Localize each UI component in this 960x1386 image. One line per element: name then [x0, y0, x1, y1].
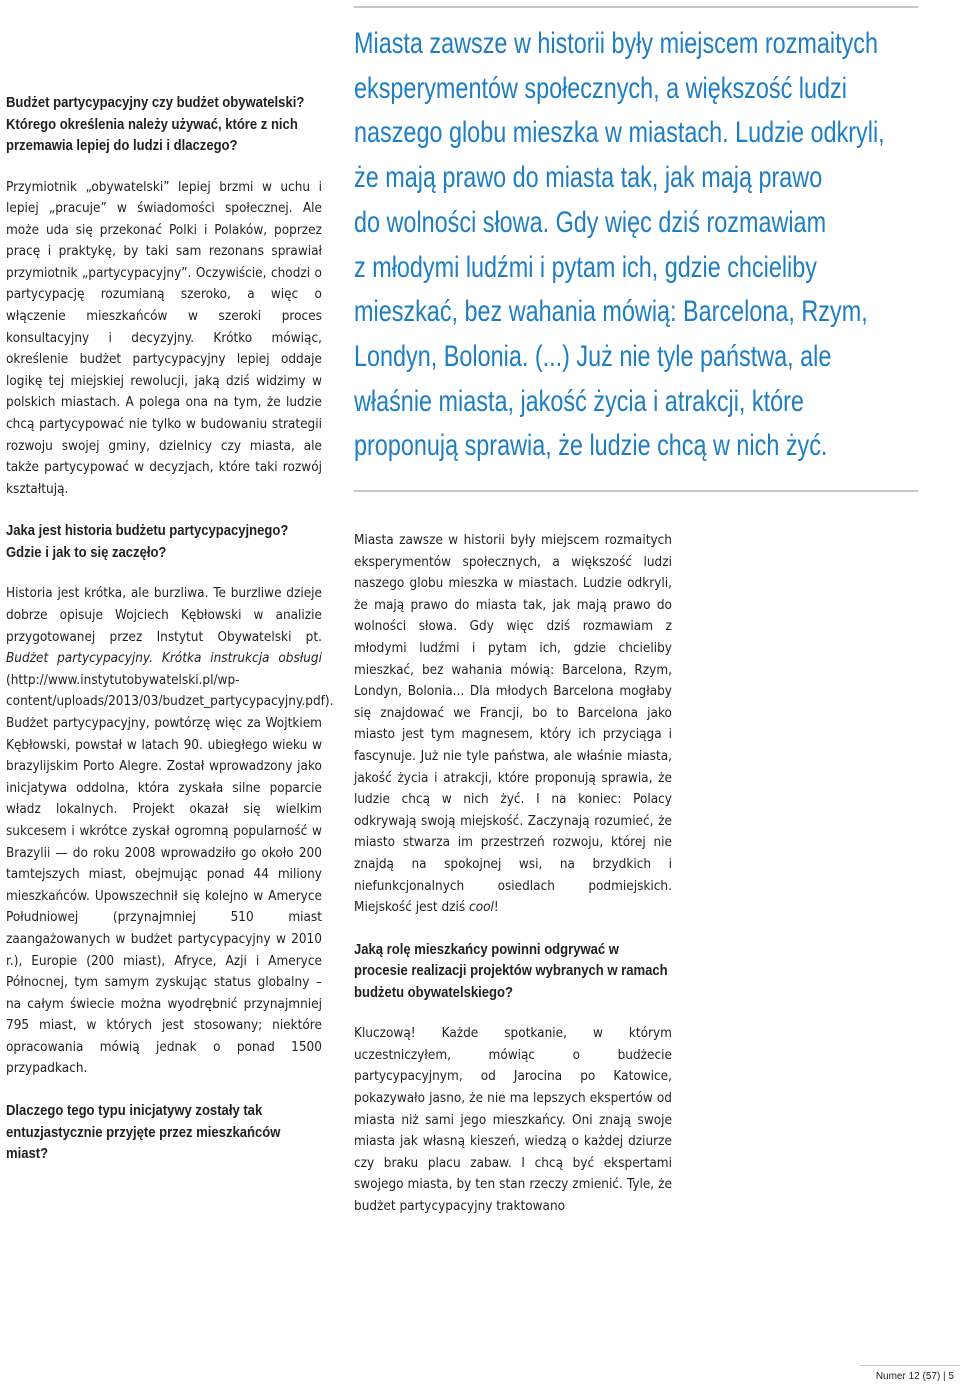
- question-heading: Jaka jest historia budżetu partycypacyjnego? Gdzie i jak to się zaczęło?: [6, 522, 289, 561]
- publication-title: Budżet partycypacyjny. Krótka instrukcja obsługi: [6, 651, 322, 667]
- question-heading: Dlaczego tego typu inicjatywy zostały tak entuzjastycznie przyjęte przez mieszkańców miast?: [6, 1102, 281, 1163]
- pull-quote-line: naszego globu mieszka w miastach. Ludzie odkryli,: [354, 116, 885, 150]
- left-column: [6, 92, 334, 1185]
- pull-quote-line: właśnie miasta, jakość życia i atrakcji, które: [354, 384, 804, 418]
- pull-quote-line: Miasta zawsze w historii były miejscem rozmaitych: [354, 27, 879, 60]
- top-divider: [354, 6, 918, 8]
- pull-quote-divider: [354, 490, 918, 492]
- footer-divider: [860, 1365, 960, 1366]
- pull-quote-line: Londyn, Bolonia. (...) Już nie tyle państwa, ale: [354, 339, 832, 373]
- pull-quote: [354, 22, 885, 469]
- emphasis-word: cool: [469, 900, 494, 916]
- pull-quote-line: eksperymentów społecznych, a większość ludzi: [354, 71, 847, 105]
- right-column: [354, 530, 672, 1238]
- answer-paragraph: Miasta zawsze w historii były miejscem rozmaitych eksperymentów społecznych, a większość ludzi naszego globu mieszka w miastach. Ludzie odkryli, że mają prawo do miasta tak, jak mają prawo do wolności słowa. Gdy więc dziś rozmawiam z młodymi ludźmi i pytam ich, gdzie chcieliby mieszkać, bez wahania mówią: Barcelona, Rzym, Londyn, Bolonia... Dla młodych Barcelona mogłaby się znajdować we Francji, bo to Barcelona jako miasto jest tym magnesem, który ich przyciąga i fascynuje. Już nie tyle państwa, ale właśnie miasta, jakość życia i atrakcji, które proponują sprawia, że ludzie chcą w nich żyć. I na koniec: Polacy odkrywają swoją miejskość. Zaczynają rozumieć, że miasto stwarza im przestrzeń rozwoju, której nie znajdą na spokojnej wsi, na brzydkich i niefunkcjonalnych osiedlach podmiejskich. Miejskość jest dziś cool!: [354, 533, 672, 916]
- question-heading: Budżet partycypacyjny czy budżet obywatelski? Którego określenia należy używać, które z nich przemawia lepiej do ludzi i dlaczego?: [6, 94, 305, 154]
- pull-quote-line: mieszkać, bez wahania mówią: Barcelona, Rzym,: [354, 295, 868, 329]
- answer-paragraph: Kluczową! Każde spotkanie, w którym uczestniczyłem, mówiąc o budżecie partycypacyjnym, od Jarocina po Katowice, pokazywało jasno, że nie ma lepszych ekspertów od miasta niż sami jego mieszkańcy. Oni znają swoje miasta jak własną kieszeń, wiedzą o każdej dziurze czy braku placu zabaw. I chcą być ekspertami swojego miasta, by ten stan rzeczy zmienić. Tyle, że budżet partycypacyjny traktowano: [354, 1026, 672, 1214]
- pull-quote-line: z młodymi ludźmi i pytam ich, gdzie chcieliby: [354, 250, 817, 284]
- question-heading: Jaką rolę mieszkańcy powinni odgrywać w procesie realizacji projektów wybranych w ramach budżetu obywatelskiego?: [354, 940, 668, 1001]
- pull-quote-line: proponują sprawia, że ludzie chcą w nich żyć.: [354, 429, 828, 463]
- answer-paragraph: Historia jest krótka, ale burzliwa. Te burzliwe dzieje dobrze opisuje Wojciech Kębłowski w analizie przygotowanej przez Instytut Obywatelski pt. Budżet partycypacyjny. Krótka instrukcja obsługi (http://www.instytutobywatelski.pl/wp-content/uploads/2013/03/budzet_partycypacyjny.pdf). Budżet partycypacyjny, powtórzę więc za Wojtkiem Kębłowski, powstał w latach 90. ubiegłego wieku w brazylijskim Porto Alegre. Został wprowadzony jako inicjatywa oddolna, która zyskała silne poparcie władz lokalnych. Projekt okazał się wielkim sukcesem i wkrótce zyskał ogromną popularność w Brazylii — do roku 2008 wprowadziło go około 200 tamtejszych miast, obejmując ponad 44 miliony mieszkańców. Upowszechnił się kolejno w Ameryce Południowej (przynajmniej 510 miast zaangażowanych w budżet partycypacyjny w 2010 r.), Europie (200 miast), Afryce, Azji i Ameryce Północnej, tym samym zyskując status globalny – na całym świecie można wyodrębnić przynajmniej 795 miast, w których jest stosowany; niektóre opracowania mówią jednak o ponad 1500 przypadkach.: [6, 586, 334, 1077]
- pull-quote-line: do wolności słowa. Gdy więc dziś rozmawiam: [354, 205, 827, 239]
- answer-paragraph: Przymiotnik „obywatelski” lepiej brzmi w uchu i lepiej „pracuje” w świadomości społecznej. Ale może uda się przekonać Polki i Polaków, poprzez pracę i praktykę, by taki sam rezonans sprawiał przymiotnik „partycypacyjny”. Oczywiście, chodzi o partycypację rozumianą szeroko, a więc o włączenie mieszkańców w szeroki proces konsultacyjny i decyzyjny. Krótko mówiąc, określenie budżet partycypacyjny lepiej oddaje logikę tej miejskiej rewolucji, jaką dziś widzimy w polskich miastach. A polega ona na tym, że ludzie chcą partycypować nie tylko w budowaniu strategii rozwoju swojej gminy, dzielnicy czy miasta, ale także partycypować w decyzjach, które taki rozwój kształtują.: [6, 179, 322, 497]
- page-number: Numer 12 (57) | 5: [875, 1371, 954, 1382]
- pull-quote-line: że mają prawo do miasta tak, jak mają prawo: [354, 161, 823, 195]
